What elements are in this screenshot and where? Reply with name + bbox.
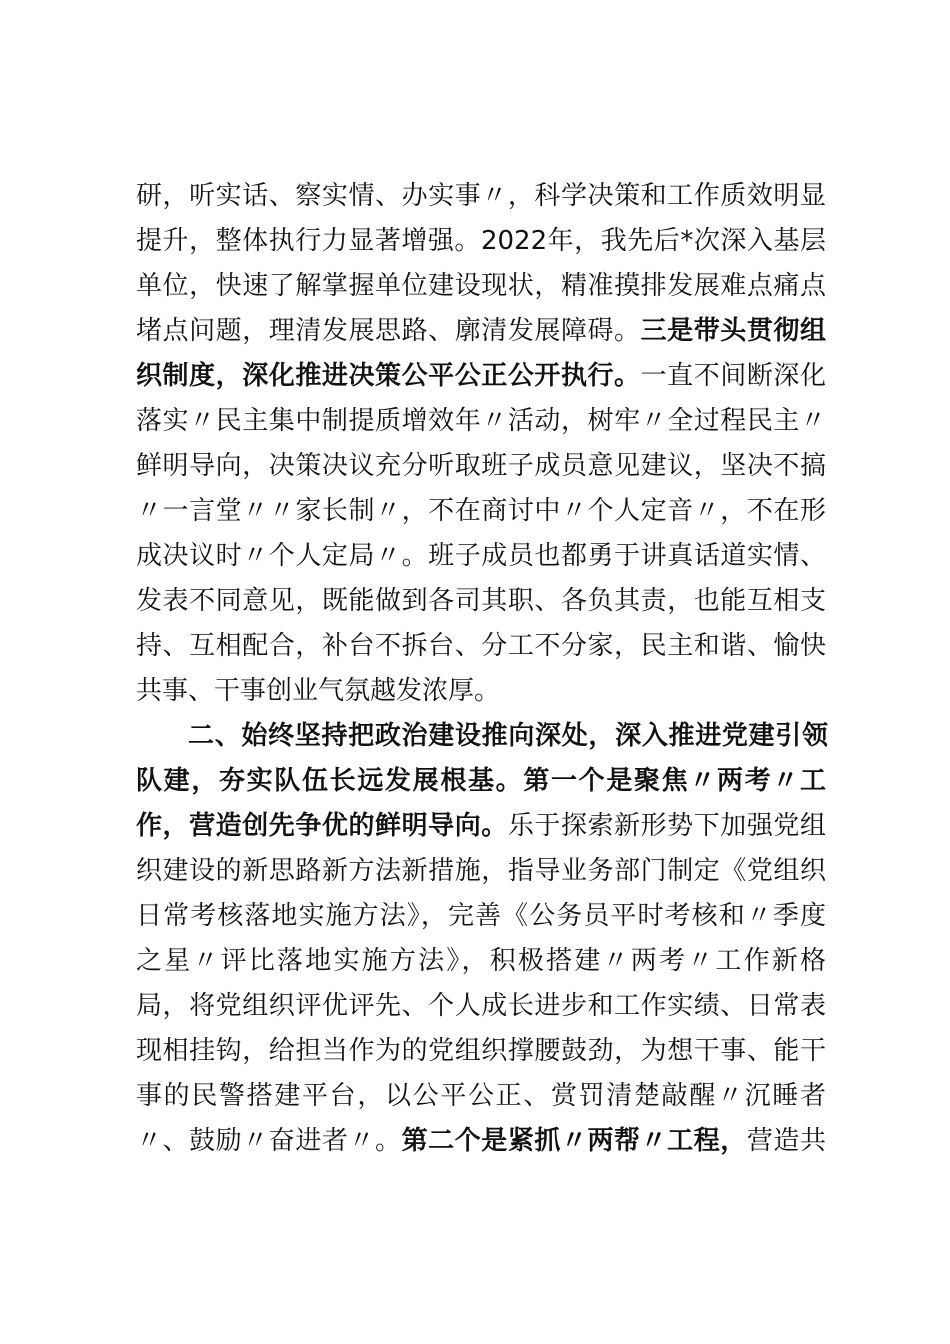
text-line xyxy=(136,311,826,351)
text-run: 一直不间断深化 xyxy=(640,361,826,391)
section-heading-line xyxy=(188,716,828,756)
text-run: 之星〃评比落地实施方法》，积极搭建〃两考〃工作新格 xyxy=(136,946,826,976)
text-run: 局，将党组织评优评先、个人成长进步和工作实绩、日常表 xyxy=(136,991,826,1021)
text-line xyxy=(136,176,826,216)
text-run: 现相挂钩，给担当作为的党组织撑腰鼓劲，为想干事、能干 xyxy=(136,1036,826,1066)
text-run: 鲜明导向，决策决议充分听取班子成员意见建议，坚决不搞 xyxy=(136,451,826,481)
text-line xyxy=(136,626,826,666)
text-line xyxy=(136,986,826,1026)
text-line xyxy=(136,941,826,981)
bold-heading-run: 第二个是紧抓〃两帮〃工程， xyxy=(401,1126,747,1156)
text-line xyxy=(136,536,826,576)
text-line xyxy=(136,446,826,486)
text-run: 发表不同意见，既能做到各司其职、各负其责，也能互相支 xyxy=(136,586,826,616)
text-run: 提升，整体执行力显著增强。2022年，我先后*次深入基层 xyxy=(136,226,826,256)
text-run: 〃、鼓励〃奋进者〃。 xyxy=(136,1126,402,1156)
text-line xyxy=(136,491,826,531)
text-line xyxy=(136,581,826,621)
text-run: 堵点问题，理清发展思路、廓清发展障碍。 xyxy=(136,316,641,346)
text-line xyxy=(136,1076,826,1116)
text-run: 持、互相配合，补台不拆台、分工不分家，民主和谐、愉快 xyxy=(136,631,826,661)
text-line xyxy=(136,221,826,261)
text-run: 共事、干事创业气氛越发浓厚。 xyxy=(136,676,501,706)
text-run: 成决议时〃个人定局〃。班子成员也都勇于讲真话道实情、 xyxy=(136,541,826,571)
bold-heading-run: 织制度，深化推进决策公平公正公开执行。 xyxy=(136,361,641,391)
text-run: 营造共 xyxy=(746,1126,826,1156)
text-line xyxy=(136,851,826,891)
text-run: 落实〃民主集中制提质增效年〃活动，树牢〃全过程民主〃 xyxy=(136,406,826,436)
text-line xyxy=(136,1121,826,1161)
text-run: 乐于探索新形势下加强党组 xyxy=(507,811,826,841)
text-line xyxy=(136,266,826,306)
text-run: 织建设的新思路新方法新措施，指导业务部门制定《党组织 xyxy=(136,856,826,886)
section-heading-line xyxy=(136,761,826,801)
text-line xyxy=(136,806,826,846)
text-run: 日常考核落地实施方法》，完善《公务员平时考核和〃季度 xyxy=(136,901,826,931)
text-run: 研，听实话、察实情、办实事〃，科学决策和工作质效明显 xyxy=(136,181,826,211)
paragraph-last-line xyxy=(136,671,826,711)
text-line xyxy=(136,1031,826,1071)
bold-heading-run: 二、始终坚持把政治建设推向深处，深入推进党建引领 xyxy=(188,721,828,751)
text-line xyxy=(136,356,826,396)
text-run: 〃一言堂〃〃家长制〃，不在商讨中〃个人定音〃，不在形 xyxy=(136,496,826,526)
text-line xyxy=(136,896,826,936)
text-run: 事的民警搭建平台，以公平公正、赏罚清楚敲醒〃沉睡者 xyxy=(136,1081,826,1111)
bold-heading-run: 队建，夯实队伍长远发展根基。第一个是聚焦〃两考〃工 xyxy=(136,766,826,796)
text-run: 单位，快速了解掌握单位建设现状，精准摸排发展难点痛点 xyxy=(136,271,826,301)
text-line xyxy=(136,401,826,441)
bold-heading-run: 三是带头贯彻组 xyxy=(640,316,826,346)
bold-heading-run: 作，营造创先争优的鲜明导向。 xyxy=(136,811,508,841)
